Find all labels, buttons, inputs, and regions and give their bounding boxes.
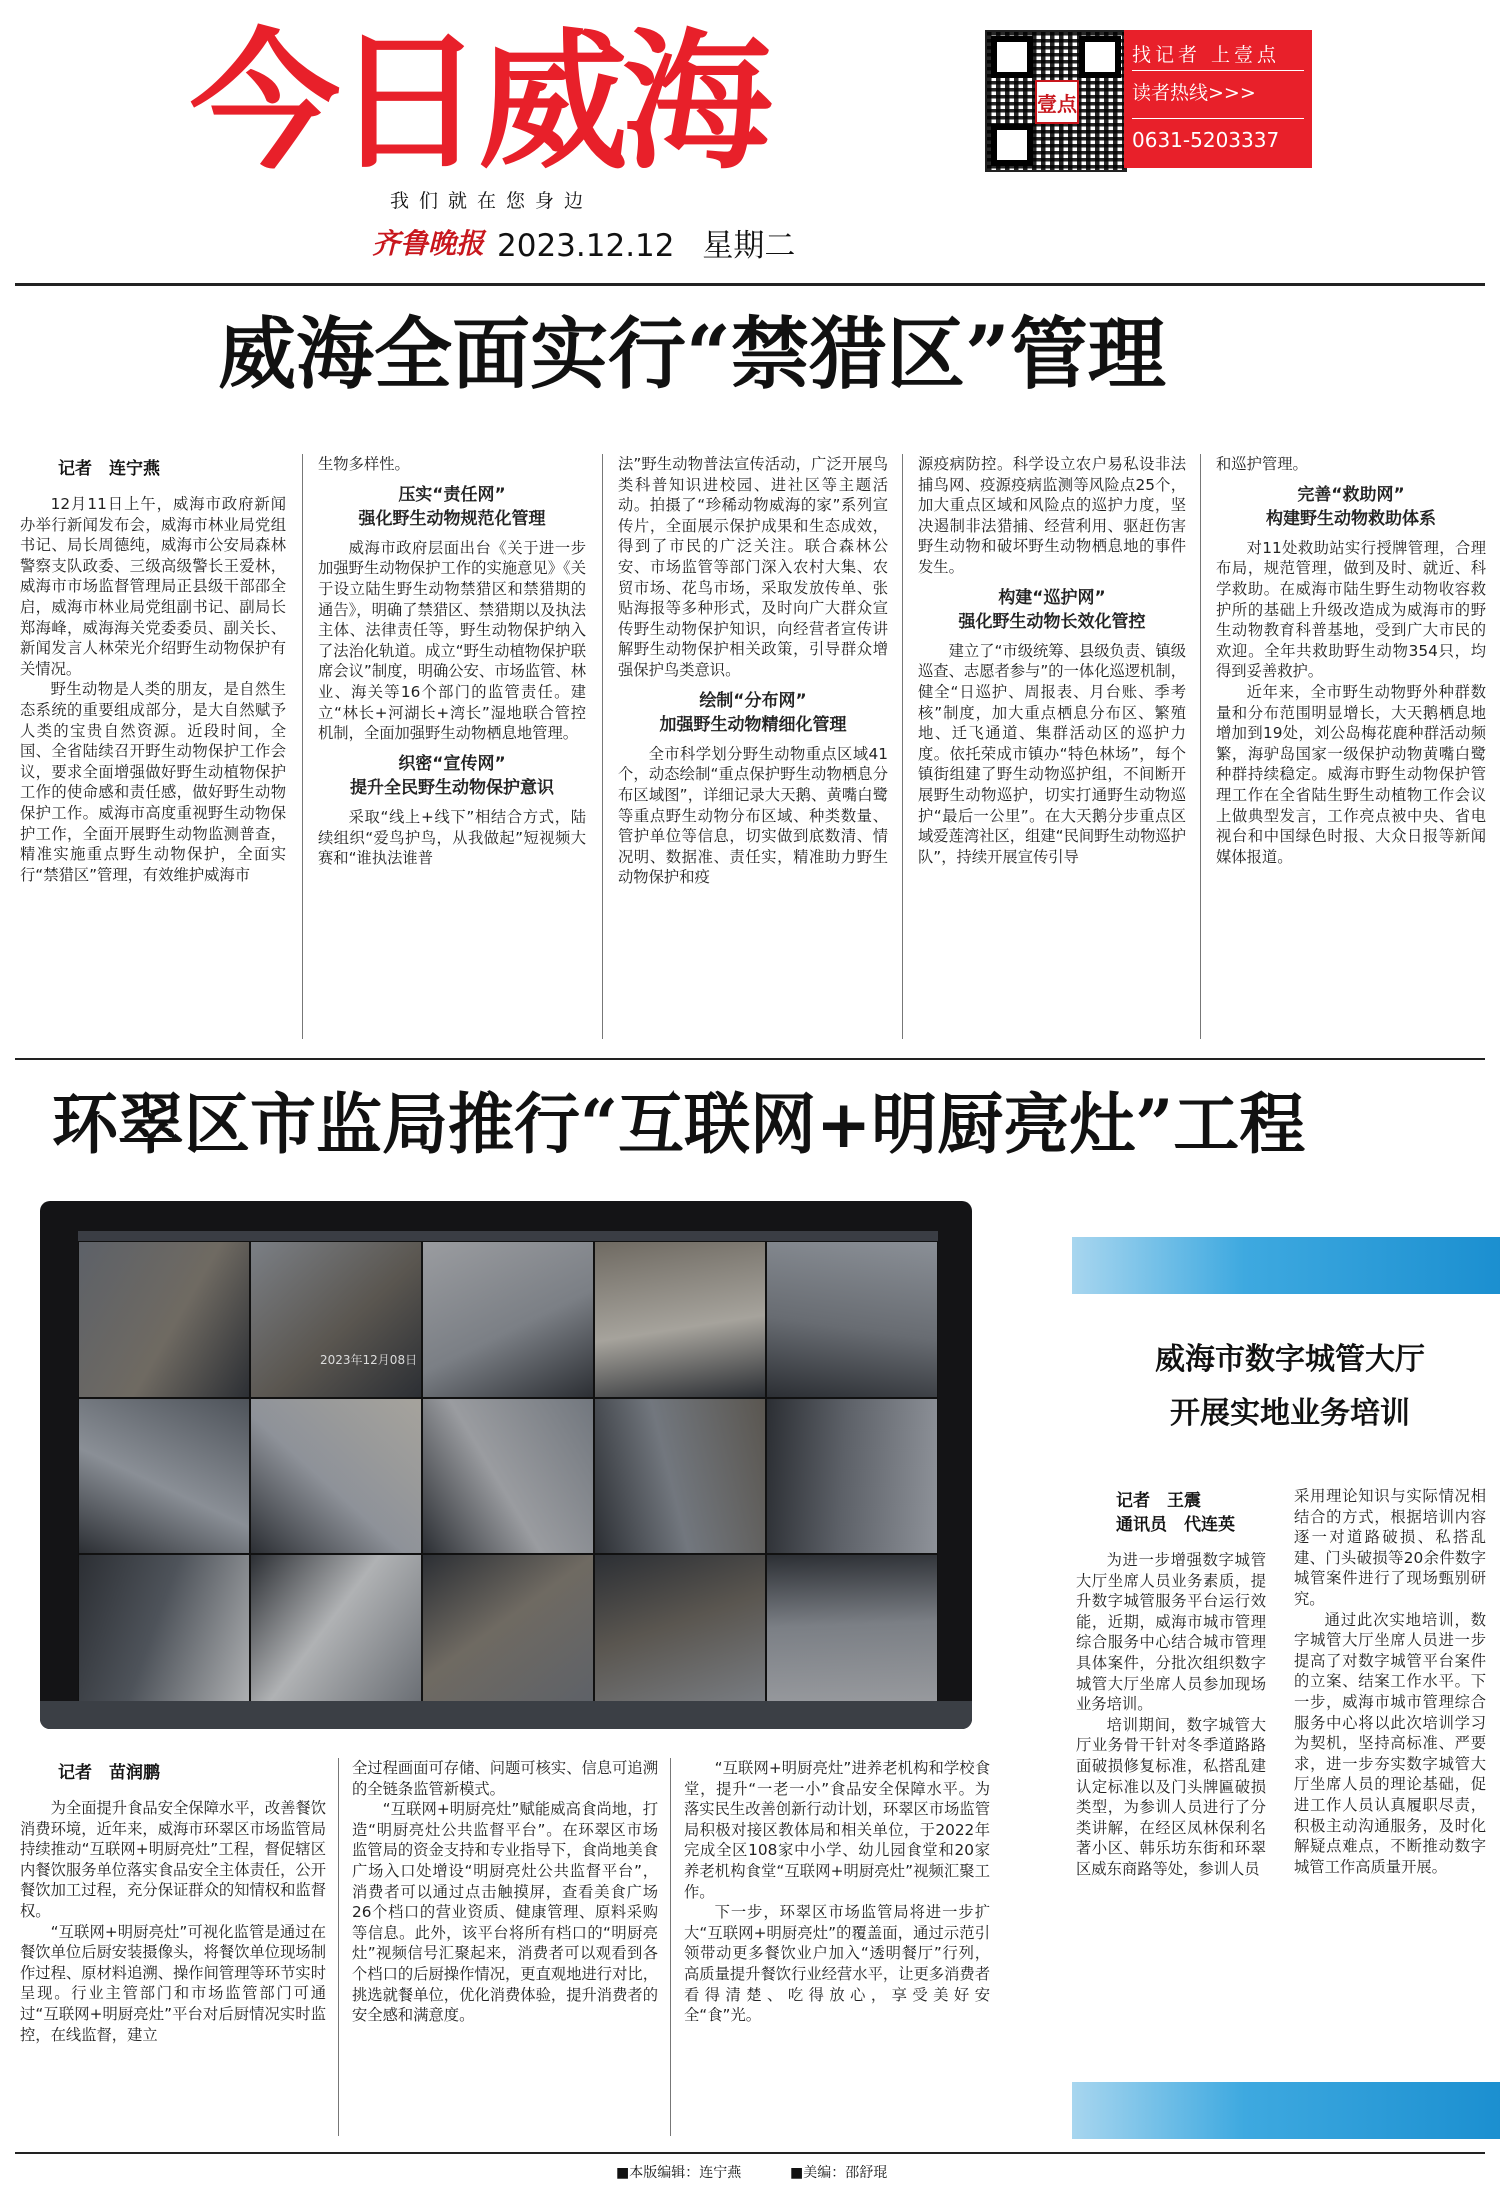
camera-grid bbox=[78, 1241, 938, 1711]
paragraph: 近年来，全市野生动物野外种群数量和分布范围明显增长，大天鹅栖息地增加到19处，刘公岛梅花鹿种群活动频繁，海驴岛国家一级保护动物黄嘴白鹭种群持续稳定。威海市野生动物保护管理工作在全省陆生野生动植物工作会议上做典型发言，工作亮点被中央、省电视台和中国绿色时报、大众日报等新闻媒体报道。 bbox=[1216, 682, 1486, 866]
camera-feed-tile bbox=[594, 1554, 766, 1711]
paragraph: 下一步，环翠区市场监管局将进一步扩大“互联网+明厨亮灶”的覆盖面，通过示范引领带动更多餐饮业户加入“透明餐厅”行列，高质量提升餐饮行业经营水平，让更多消费者看得清楚、吃得放心，享受美好安全“食”光。 bbox=[684, 1903, 990, 2025]
camera-feed-tile bbox=[78, 1554, 250, 1711]
hotline-number: 0631-5203337 bbox=[1132, 128, 1280, 152]
paragraph: “互联网+明厨亮灶”进养老机构和学校食堂，提升“一老一小”食品安全保障水平。为落实民生改善创新行动计划，环翠区市场监管局积极对接区教体局和相关单位，于2022年完成全区108家中小学、幼儿园食堂和20家养老机构食堂“互联网+明厨亮灶”视频汇聚工作。 bbox=[684, 1759, 990, 1901]
hotline-divider bbox=[1132, 70, 1304, 71]
article2-column-2 bbox=[352, 1758, 658, 2138]
paragraph: 源疫病防控。科学设立农户易私设非法捕鸟网、疫源疫病监测等风险点25个，加大重点区域和风险点的巡护力度，坚决遏制非法猎捕、经营利用、驱赶伤害野生动物和破坏野生动物栖息地的事件发生。 bbox=[918, 455, 1186, 576]
article2-column-3 bbox=[684, 1758, 990, 2138]
article1-byline: 记者 连宁燕 bbox=[58, 459, 160, 479]
camera-feed-tile bbox=[78, 1398, 250, 1555]
column-divider bbox=[670, 1758, 671, 2136]
section-subtitle: 提升全民野生动物保护意识 bbox=[350, 778, 554, 799]
paragraph: 野生动物是人类的朋友，是自然生态系统的重要组成部分，是大自然赋予人类的宝贵自然资源。近段时间，全国、全省陆续召开野生动物保护工作会议，要求全面增强做好野生动植物保护工作的使命感和责任感，做好野生动物保护工作。威海市高度重视野生动物保护工作，全面开展野生动物监测普查，精准实施重点野生动物保护，全面实行“禁猎区”管理，有效维护威海市 bbox=[20, 680, 286, 884]
paragraph: “互联网+明厨亮灶”赋能威高食尚地，打造“明厨亮灶公共监督平台”。在环翠区市场监管局的资金支持和专业指导下，食尚地美食广场入口处增设“明厨亮灶公共监督平台”，消费者可以通过点击触摸屏，查看美食广场26个档口的营业资质、健康管理、原料采购等信息。此外，该平台将所有档口的“明厨亮灶”视频信号汇聚起来，消费者可以观看到各个档口的后厨操作情况，更直观地进行对比，挑选就餐单位，优化消费体验，提升消费者的安全感和满意度。 bbox=[352, 1800, 658, 2025]
paragraph: 全过程画面可存储、问题可核实、信息可追溯的全链条监管新模式。 bbox=[352, 1759, 658, 1798]
section-rule bbox=[15, 1058, 1485, 1060]
paragraph: 全市科学划分野生动物重点区域41个，动态绘制“重点保护野生动物栖息分布区域图”，详细记录大天鹅、黄嘴白鹭等重点野生动物分布区域、种类数量、管护单位等信息，切实做到底数清、情况明、数据准、责任实，精准助力野生动物保护和疫 bbox=[618, 744, 888, 887]
article3-headline-line2: 开展实地业务培训 bbox=[1170, 1396, 1410, 1431]
paragraph: 生物多样性。 bbox=[318, 455, 410, 473]
accent-bar-bottom bbox=[1072, 2082, 1500, 2139]
camera-feed-tile bbox=[250, 1398, 422, 1555]
camera-feed-tile bbox=[78, 1241, 250, 1398]
qr-code[interactable] bbox=[985, 30, 1127, 172]
desk-edge bbox=[40, 1701, 972, 1729]
paragraph: “互联网+明厨亮灶”可视化监管是通过在餐饮单位后厨安装摄像头，将餐饮单位现场制作过程、原材料追溯、操作间管理等环节实时呈现。行业主管部门和市场监管部门可通过“互联网+明厨亮灶”平台对后厨情况实时监控，在线监督，建立 bbox=[20, 1922, 326, 2044]
accent-bar-top bbox=[1072, 1237, 1500, 1294]
article2-column-1 bbox=[20, 1798, 326, 2138]
kitchen-monitor-photo bbox=[40, 1201, 972, 1729]
column-divider bbox=[302, 454, 303, 1039]
paragraph: 威海市政府层面出台《关于进一步加强野生动物保护工作的实施意见》《关于设立陆生野生动物禁猎区和禁猎期的通告》，明确了禁猎区、禁猎期以及执法主体、法律责任等，野生动物保护纳入了法治化轨道。成立“野生动植物保护联席会议”制度，明确公安、市场监管、林业、海关等16个部门的监管责任。建立“林长+河湖长+湾长”湿地联合管控机制，全面加强野生动物栖息地管理。 bbox=[318, 538, 586, 743]
camera-feed-tile bbox=[766, 1241, 938, 1398]
issue-weekday: 星期二 bbox=[702, 228, 796, 264]
column-divider bbox=[1200, 454, 1201, 1039]
paragraph: 建立了“市级统筹、县级负责、镇级巡查、志愿者参与”的一体化巡逻机制，健全“日巡护、周报表、月台账、季考核”制度，加大重点栖息分布区、繁殖地、迁飞通道、集群活动区的巡护力度。依托荣成市镇办“特色林场”，每个镇街组建了野生动物巡护组，不间断开展野生动物巡护，切实打通野生动物巡护“最后一公里”。在大天鹅分步重点区域爱莲湾社区，组建“民间野生动物巡护队”，持续开展宣传引导 bbox=[918, 641, 1186, 866]
footer-designer: ■美编：邵舒琨 bbox=[790, 2165, 888, 2181]
section-title: 绘制“分布网” bbox=[699, 690, 807, 711]
camera-feed-tile bbox=[422, 1241, 594, 1398]
paragraph: 对11处救助站实行授牌管理，合理布局，规范管理，做到及时、就近、科学救助。在威海市陆生野生动物收容救护所的基础上升级改造成为威海市的野生动物教育科普基地，受到广大市民的欢迎。全年共救助野生动物354只，均得到妥善救护。 bbox=[1216, 538, 1486, 681]
column-divider bbox=[338, 1758, 339, 2136]
qr-logo: 壹点 bbox=[1035, 80, 1079, 124]
section-subtitle: 加强野生动物精细化管理 bbox=[659, 715, 847, 736]
camera-feed-tile bbox=[422, 1398, 594, 1555]
camera-feed-tile bbox=[594, 1398, 766, 1555]
camera-feed-tile bbox=[250, 1554, 422, 1711]
article1-headline: 威海全面实行“禁猎区”管理 bbox=[218, 309, 1166, 400]
paragraph: 采用理论知识与实际情况相结合的方式，根据培训内容逐一对道路破损、私搭乱建、门头破损等20余件数字城管案件进行了现场甄别研究。 bbox=[1294, 1487, 1486, 1608]
hotline-divider bbox=[1132, 118, 1304, 119]
camera-feed-tile bbox=[422, 1554, 594, 1711]
masthead-slogan: 我们就在您身边 bbox=[390, 190, 594, 212]
camera-feed-tile bbox=[250, 1241, 422, 1398]
masthead-logo: 今日威海 bbox=[190, 16, 767, 190]
paragraph: 12月11日上午，威海市政府新闻办举行新闻发布会，威海市林业局党组书记、局长周德纯，威海市公安局森林警察支队政委、三级高级警长王爱林，威海市市场监督管理局正县级干部邵全启，威海市林业局党组副书记、副局长郑海峰，威海海关党委委员、副关长、新闻发言人林荣光介绍野生动物保护有关情况。 bbox=[20, 495, 286, 678]
camera-feed-tile bbox=[766, 1398, 938, 1555]
article3-column-1 bbox=[1076, 1550, 1266, 2075]
article3-column-2 bbox=[1294, 1486, 1486, 2076]
masthead-rule bbox=[15, 283, 1485, 286]
qr-corner bbox=[991, 124, 1033, 166]
section-title: 压实“责任网” bbox=[398, 484, 506, 505]
article2-byline: 记者 苗润鹏 bbox=[58, 1763, 160, 1783]
section-subtitle: 构建野生动物救助体系 bbox=[1266, 509, 1436, 530]
column-divider bbox=[902, 454, 903, 1039]
paragraph: 采取“线上+线下”相结合方式，陆续组织“爱鸟护鸟，从我做起”短视频大赛和“谁执法谁普 bbox=[318, 807, 586, 868]
paragraph: 通过此次实地培训，数字城管大厅坐席人员进一步提高了对数字城管平台案件的立案、结案工作水平。下一步，威海市城市管理综合服务中心将以此次培训学习为契机，坚持高标准、严要求，进一步夯实数字城管大厅坐席人员的理论基础，促进工作人员认真履职尽责，积极主动沟通服务，及时化解疑点难点，不断推动数字城管工作高质量开展。 bbox=[1294, 1610, 1486, 1876]
paper-name: 齐鲁晚报 bbox=[372, 227, 485, 260]
section-title: 构建“巡护网” bbox=[998, 587, 1106, 608]
photo-timestamp: 2023年12月08日 bbox=[320, 1353, 418, 1367]
article1-column-4 bbox=[918, 454, 1186, 1042]
article3-byline-correspondent: 通讯员 代连英 bbox=[1116, 1515, 1235, 1535]
paragraph: 为进一步增强数字城管大厅坐席人员业务素质，提升数字城管服务平台运行效能，近期，威海市城市管理综合服务中心结合城市管理具体案件，分批次组织数字城管大厅坐席人员参加现场业务培训。 bbox=[1076, 1551, 1266, 1714]
article2-headline: 环翠区市监局推行“互联网+明厨亮灶”工程 bbox=[52, 1085, 1306, 1163]
paragraph: 培训期间，数字城管大厅业务骨干针对冬季道路路面破损修复标准，私搭乱建认定标准以及门头牌匾破损类型，为参训人员进行了分类讲解，在经区凤林保利名著小区、韩乐坊东街和环翠区威东商路等处，参训人员 bbox=[1076, 1715, 1266, 1878]
article3-byline-reporter: 记者 王震 bbox=[1116, 1491, 1201, 1511]
hotline-line2: 读者热线>>> bbox=[1132, 82, 1256, 104]
section-title: 完善“救助网” bbox=[1297, 484, 1405, 505]
dateline bbox=[497, 220, 813, 265]
footer-editor: ■本版编辑：连宁燕 bbox=[616, 2165, 742, 2181]
qr-corner bbox=[1079, 36, 1121, 78]
article3-headline-line1: 威海市数字城管大厅 bbox=[1155, 1342, 1425, 1377]
article1-column-3 bbox=[618, 454, 888, 1042]
article1-column-5 bbox=[1216, 454, 1486, 1042]
hotline-box bbox=[1124, 30, 1312, 168]
camera-feed-tile bbox=[766, 1554, 938, 1711]
paragraph: 为全面提升食品安全保障水平，改善餐饮消费环境，近年来，威海市环翠区市场监管局持续推动“互联网+明厨亮灶”工程，督促辖区内餐饮服务单位落实食品安全主体责任，公开餐饮加工过程，充分保证群众的知情权和监督权。 bbox=[20, 1799, 326, 1920]
hotline-line1: 找记者 上壹点 bbox=[1132, 44, 1281, 66]
article1-column-2 bbox=[318, 454, 586, 1042]
section-subtitle: 强化野生动物规范化管理 bbox=[358, 509, 546, 530]
paragraph: 和巡护管理。 bbox=[1216, 455, 1308, 473]
footer-rule bbox=[15, 2152, 1485, 2154]
paragraph: 法”野生动物普法宣传活动，广泛开展鸟类科普知识进校园、进社区等主题活动。拍摄了“珍稀动物威海的家”系列宣传片，全面展示保护成果和生态成效，得到了市民的广泛关注。联合森林公安、市场监管等部门深入农村大集、农贸市场、花鸟市场，采取发放传单、张贴海报等多种形式，及时向广大群众宣传野生动物保护知识，向经营者宣传讲解野生动物保护相关政策，引导群众增强保护鸟类意识。 bbox=[618, 455, 888, 679]
issue-date: 2023.12.12 bbox=[497, 228, 675, 264]
section-subtitle: 强化野生动物长效化管控 bbox=[958, 612, 1146, 633]
section-title: 织密“宣传网” bbox=[398, 753, 506, 774]
article1-column-1 bbox=[20, 494, 286, 1042]
column-divider bbox=[602, 454, 603, 1039]
qr-corner bbox=[991, 36, 1033, 78]
camera-feed-tile bbox=[594, 1241, 766, 1398]
